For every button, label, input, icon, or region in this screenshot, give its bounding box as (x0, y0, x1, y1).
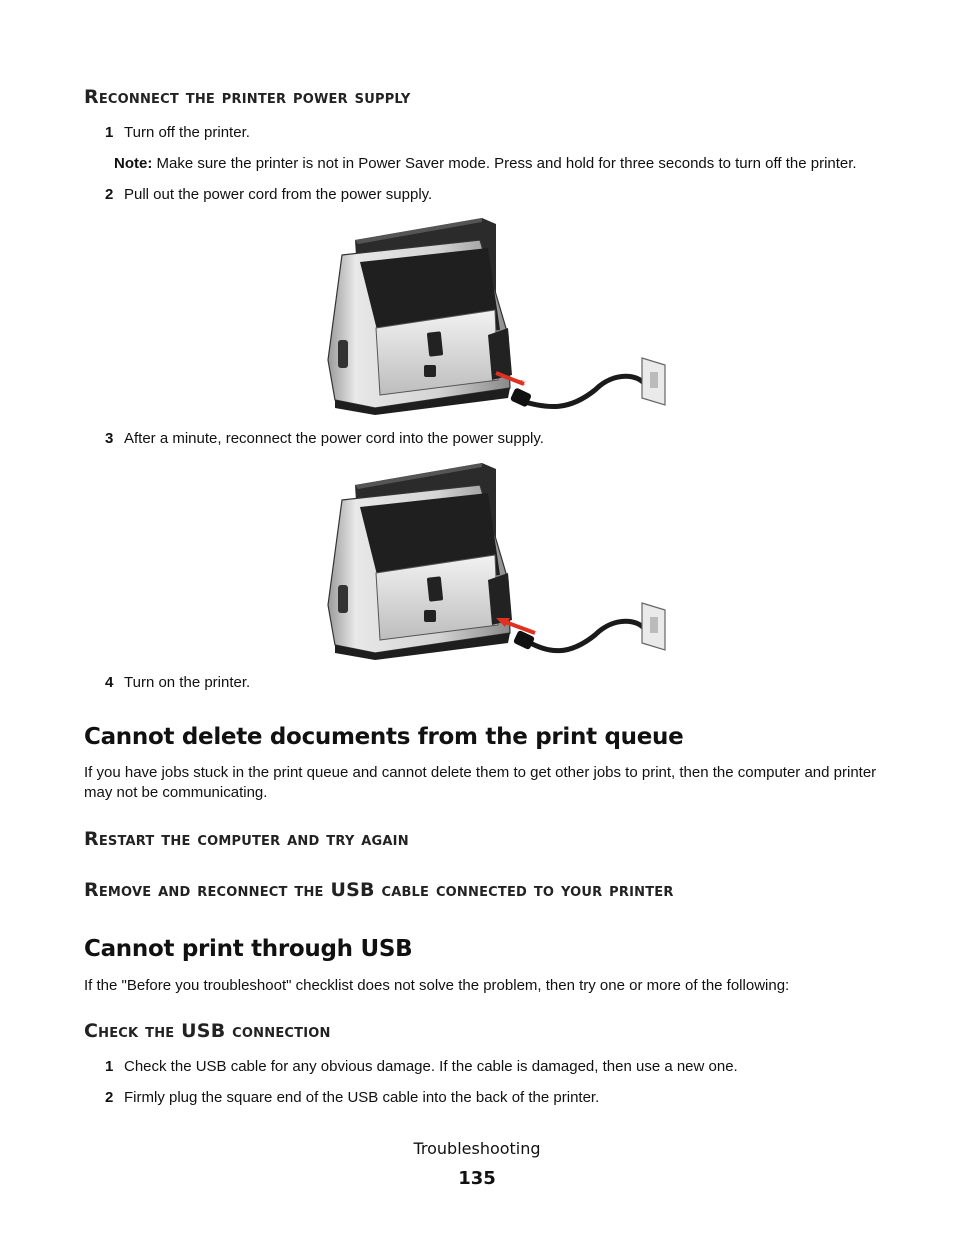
step-text: Turn on the printer. (124, 674, 251, 691)
step-text: Check the USB cable for any obvious damage. If the cable is damaged, then use a new one. (124, 1058, 738, 1075)
step-number: 4 (105, 674, 114, 691)
step-number: 1 (105, 124, 114, 141)
step-number: 2 (105, 186, 114, 203)
step-text: Turn off the printer. (124, 124, 250, 141)
note-label: Note: (114, 155, 153, 172)
section-heading-reconnect-power: Reconnect the printer power supply (84, 86, 411, 108)
page-number: 135 (458, 1168, 496, 1189)
step-item (105, 124, 905, 144)
step-item (105, 430, 905, 450)
step-item (105, 1058, 905, 1078)
step-number: 3 (105, 430, 114, 447)
note (114, 155, 857, 172)
section-paragraph: If the "Before you troubleshoot" checklist does not solve the problem, then try one or more of the following: (84, 977, 790, 994)
section-heading-cannot-delete: Cannot delete documents from the print queue (84, 724, 684, 750)
step-item (105, 186, 905, 206)
printer-unplug-illustration (320, 210, 670, 415)
step-text: Firmly plug the square end of the USB cable into the back of the printer. (124, 1089, 600, 1106)
step-text: After a minute, reconnect the power cord into the power supply. (124, 430, 544, 447)
step-text: Pull out the power cord from the power supply. (124, 186, 433, 203)
section-heading-cannot-print-usb: Cannot print through USB (84, 936, 413, 962)
step-item (105, 674, 905, 694)
printer-plugin-illustration (320, 455, 670, 660)
step-number: 1 (105, 1058, 114, 1075)
subheading-restart-computer: Restart the computer and try again (84, 828, 409, 850)
subheading-check-usb: Check the USB connection (84, 1020, 331, 1042)
note-text: Make sure the printer is not in Power Saver mode. Press and hold for three seconds to turn off the printer. (152, 155, 857, 172)
footer-section-label: Troubleshooting (413, 1139, 541, 1158)
step-item (105, 1089, 905, 1109)
step-number: 2 (105, 1089, 114, 1106)
subheading-reconnect-usb: Remove and reconnect the USB cable connected to your printer (84, 879, 674, 901)
section-paragraph: If you have jobs stuck in the print queue and cannot delete them to get other jobs to print, then the computer and printer may not be communicating. (84, 764, 877, 801)
